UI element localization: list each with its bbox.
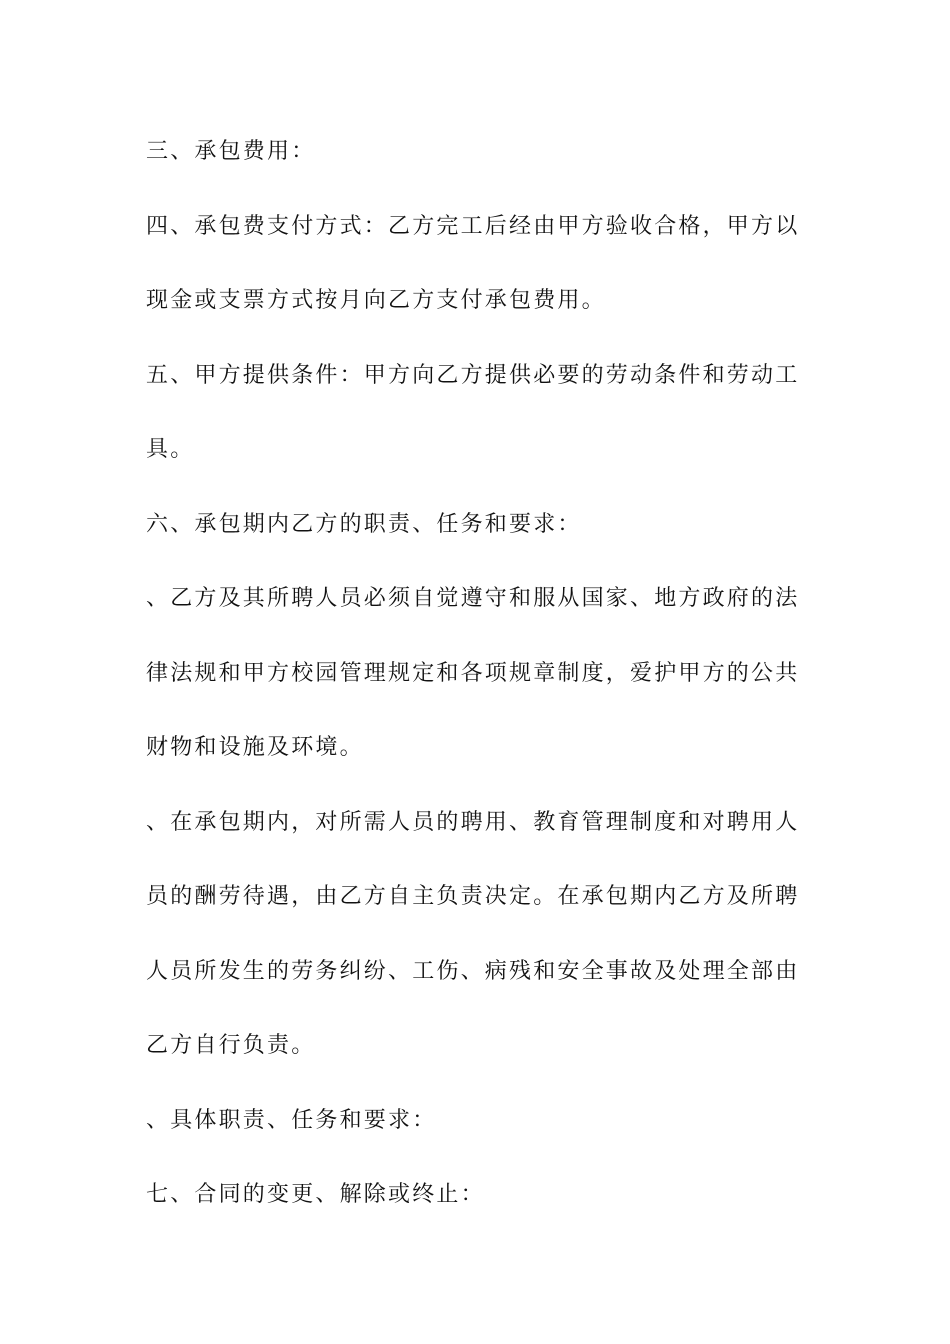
paragraph-line: 、在承包期内，对所需人员的聘用、教育管理制度和对聘用人 <box>146 809 800 835</box>
paragraph-line: 具。 <box>146 437 195 462</box>
paragraph-line: 律法规和甲方校园管理规定和各项规章制度，爱护甲方的公共 <box>146 660 800 686</box>
section-heading-duties: 六、承包期内乙方的职责、任务和要求： <box>146 511 582 537</box>
section-heading-fee: 三、承包费用： <box>146 139 316 164</box>
paragraph-line: 五、甲方提供条件：甲方向乙方提供必要的劳动条件和劳动工 <box>146 362 800 388</box>
paragraph-line: 员的酬劳待遇，由乙方自主负责决定。在承包期内乙方及所聘 <box>146 884 800 909</box>
paragraph-line: 现金或支票方式按月向乙方支付承包费用。 <box>146 288 606 313</box>
paragraph-line: 乙方自行负责。 <box>146 1033 316 1058</box>
paragraph-line: 财物和设施及环境。 <box>146 735 364 760</box>
section-heading-contract-change: 七、合同的变更、解除或终止： <box>146 1182 485 1207</box>
paragraph-line: 人员所发生的劳务纠纷、工伤、病残和安全事故及处理全部由 <box>146 958 800 984</box>
document-body <box>146 115 816 1233</box>
paragraph-line: 、乙方及其所聘人员必须自觉遵守和服从国家、地方政府的法 <box>146 586 800 611</box>
paragraph-line: 四、承包费支付方式：乙方完工后经由甲方验收合格，甲方以 <box>146 213 800 239</box>
paragraph-line: 、具体职责、任务和要求： <box>146 1107 437 1133</box>
